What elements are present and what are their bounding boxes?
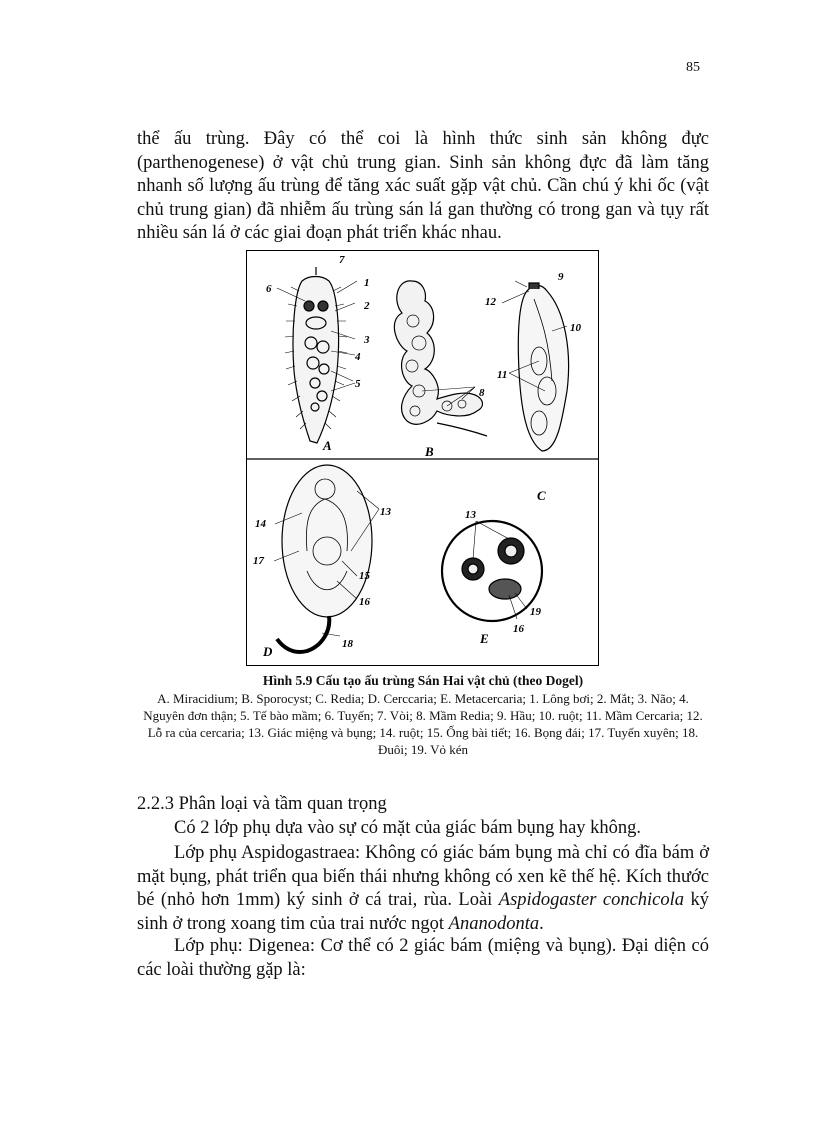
sporocyst-drawing [394, 281, 487, 436]
label-11: 11 [497, 369, 508, 381]
label-16-e: 16 [513, 623, 524, 635]
larva-illustration [247, 251, 598, 665]
page-number: 85 [686, 60, 700, 75]
label-13-e: 13 [465, 509, 476, 521]
label-19: 19 [530, 606, 541, 618]
redia-drawing [518, 283, 568, 451]
figure-caption-legend: A. Miracidium; B. Sporocyst; C. Redia; D. Cerccaria; E. Metacercaria; 1. Lông bơi; 2. Mắt; 3. Não; 4. Nguyên đơn thận; 5. Tế bào mầm; 6. Tuyến; 7. Vòi; 8. Mầm Redia; 9. Hầu; 10. ruột; 11. Mầm Cercaria; 12. Lỗ ra của cercaria; 13. Giác miệng và bụng; 14. ruột; 15. Ống bài tiết; 16. Bọng đái; 17. Tuyến xuyên; 18. Đuôi; 19. Vỏ kén [143, 691, 703, 757]
subclass-intro-paragraph: Có 2 lớp phụ dựa vào sự có mặt của giác bám bụng hay không. [174, 818, 642, 838]
panel-letter-e: E [480, 631, 489, 646]
label-8: 8 [479, 387, 485, 399]
cercaria-drawing [277, 465, 372, 652]
label-12: 12 [485, 296, 496, 308]
label-2: 2 [364, 300, 370, 312]
figure-caption-title: Hình 5.9 Cấu tạo ấu trùng Sán Hai vật chủ (theo Dogel) [262, 673, 584, 688]
digenea-paragraph: Lớp phụ: Digenea: Cơ thể có 2 giác bám (miệng và bụng). Đại diện có các loài thường gặp là: [137, 936, 709, 980]
aspidogastraea-paragraph [137, 842, 709, 936]
intro-paragraph: thể ấu trùng. Đây có thể coi là hình thức sinh sản không đực (parthenogenese) ở vật chủ trung gian. Sinh sản không đực đã làm tăng nhanh số lượng ấu trùng để tăng xác suất gặp vật chủ. Cần chú ý khi ốc (vật chủ trung gian) đã nhiễm ấu trùng sán lá gan thường có trong gan và tụy rất nhiều sán lá ở các giai đoạn phát triển khác nhau. [137, 129, 709, 243]
label-6: 6 [266, 283, 272, 295]
aspidogastraea-text-2: ký sinh ở trong xoang tim của trai nước ngọt [137, 890, 709, 934]
label-15: 15 [359, 570, 370, 582]
label-14: 14 [255, 518, 266, 530]
section-heading: 2.2.3 Phân loại và tầm quan trọng [137, 794, 387, 814]
label-1: 1 [364, 277, 370, 289]
label-9: 9 [558, 271, 564, 283]
panel-letter-c: C [537, 488, 546, 503]
panel-letter-b: B [425, 444, 434, 459]
label-3: 3 [364, 334, 370, 346]
label-13-d: 13 [380, 506, 391, 518]
aspidogastraea-text-3: . [539, 913, 544, 934]
panel-letter-d: D [263, 644, 273, 659]
aspidogastraea-text-1: Lớp phụ Aspidogastraea: Không có giác bám bụng mà chỉ có đĩa bám ở mặt bụng, phát triển qua biến thái nhưng không có xen kẽ thế hệ. Kích thước bé (nhỏ hơn 1mm) ký sinh ở cá trai, rùa. Loài [137, 843, 709, 910]
panel-letter-a: A [323, 438, 332, 453]
genus-name-ananodonta: Ananodonta [448, 913, 540, 934]
label-18: 18 [342, 638, 353, 650]
label-10: 10 [570, 322, 581, 334]
species-name-aspidogaster: Aspidogaster conchicola [498, 890, 685, 910]
label-4: 4 [355, 351, 361, 363]
label-5: 5 [355, 378, 361, 390]
miracidium-drawing [285, 267, 347, 443]
label-16-d: 16 [359, 596, 370, 608]
label-7: 7 [339, 254, 345, 266]
larva-figure [246, 250, 599, 666]
metacercaria-drawing [442, 521, 542, 621]
label-17: 17 [253, 555, 264, 567]
